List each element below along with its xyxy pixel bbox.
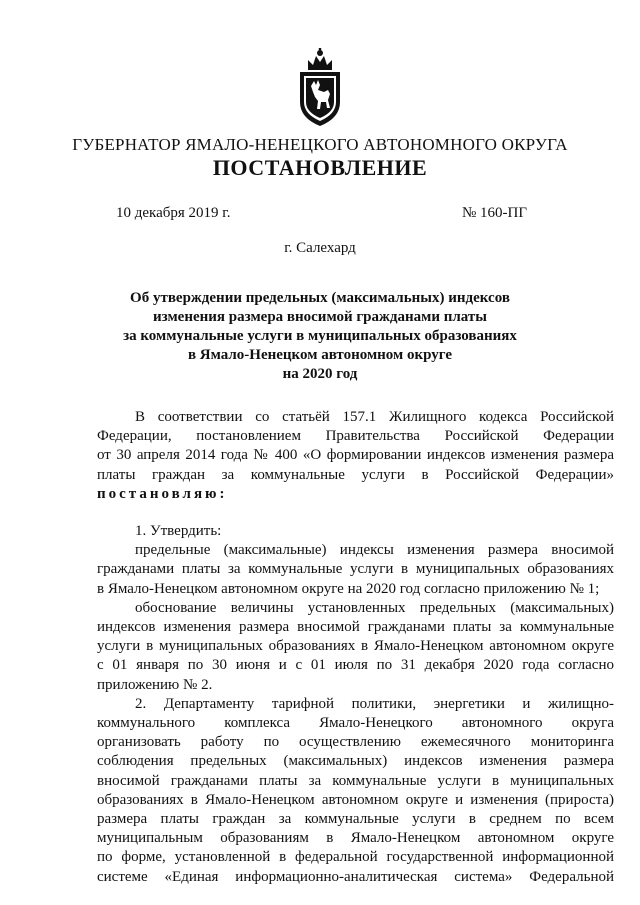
item-1-b-line: приложению № 2. [97, 676, 213, 693]
preamble-line: от 30 апреля 2014 года № 400 «О формировании индексов изменения размера [97, 447, 614, 464]
resolution-word: постановляю: [97, 485, 228, 502]
title-line: на 2020 год [282, 366, 358, 382]
item-1-a-line: в Ямало-Ненецком автономном округе на 2020 год согласно приложению № 1; [97, 580, 600, 597]
title-line: в Ямало-Ненецком автономном округе [187, 347, 453, 363]
governor-heading: ГУБЕРНАТОР ЯМАЛО-НЕНЕЦКОГО АВТОНОМНОГО ОКРУГА [72, 135, 568, 154]
item-1-b-line: услуги в муниципальных образованиях в Ямало-Ненецком автономном округе [97, 638, 614, 655]
item-2-line: размера платы граждан за коммунальные услуги в среднем по всем [97, 811, 614, 828]
document-city: г. Салехард [284, 240, 356, 256]
item-2-line: системе «Единая информационно-аналитическая система» Федеральной [97, 868, 614, 885]
document-title [80, 289, 560, 384]
item-2-line: вносимой гражданами платы за коммунальные услуги в муниципальных [97, 772, 614, 789]
preamble-line: Федерации, постановлением Правительства Российской Федерации [97, 428, 614, 445]
preamble-line: В соответствии со статьёй 157.1 Жилищного кодекса Российской [135, 409, 614, 425]
item-2-line: соблюдения предельных (максимальных) индексов изменения размера [97, 753, 614, 770]
item-1-a-line: предельные (максимальные) индексы изменения размера вносимой [135, 542, 614, 559]
item-2-line: коммунального комплекса Ямало-Ненецкого автономного округа [97, 715, 614, 732]
item-2-line: образованиях в Ямало-Ненецком автономном округе и изменения (прироста) [97, 791, 614, 808]
document-type-heading: ПОСТАНОВЛЕНИЕ [212, 155, 428, 180]
item-2-line: организовать работу по осуществлению ежемесячного мониторинга [97, 734, 614, 751]
document-date: 10 декабря 2019 г. [116, 205, 231, 221]
document-number: № 160-ПГ [461, 205, 527, 221]
item-1-b-line: обоснование величины установленных предельных (максимальных) [135, 599, 614, 616]
title-line: изменения размера вносимой гражданами платы [153, 309, 487, 325]
item-1-b-line: с 01 января по 30 июня и с 01 июля по 31 декабря 2020 года согласно [97, 657, 614, 674]
coat-of-arms-emblem [294, 48, 346, 128]
item-1-heading: 1. Утвердить: [135, 523, 222, 540]
paragraph-gap [97, 504, 614, 522]
preamble-line: платы граждан за коммунальные услуги в Российской Федерации» [97, 466, 614, 483]
coat-of-arms-icon [294, 48, 346, 128]
item-2-line: муниципальным образованиям в Ямало-Ненецком автономном округе [97, 830, 614, 847]
item-2-line: по форме, установленной в федеральной государственной информационной [97, 849, 614, 866]
item-1-b-line: индексов изменения размера вносимой гражданами платы за коммунальные [97, 619, 614, 636]
item-1-a-line: гражданами платы за коммунальные услуги в муниципальных образованиях [97, 561, 614, 578]
document-body [97, 408, 614, 887]
title-line: Об утверждении предельных (максимальных) индексов [130, 290, 510, 306]
item-2-line: 2. Департаменту тарифной политики, энергетики и жилищно- [135, 695, 614, 712]
title-line: за коммунальные услуги в муниципальных образованиях [123, 328, 517, 344]
